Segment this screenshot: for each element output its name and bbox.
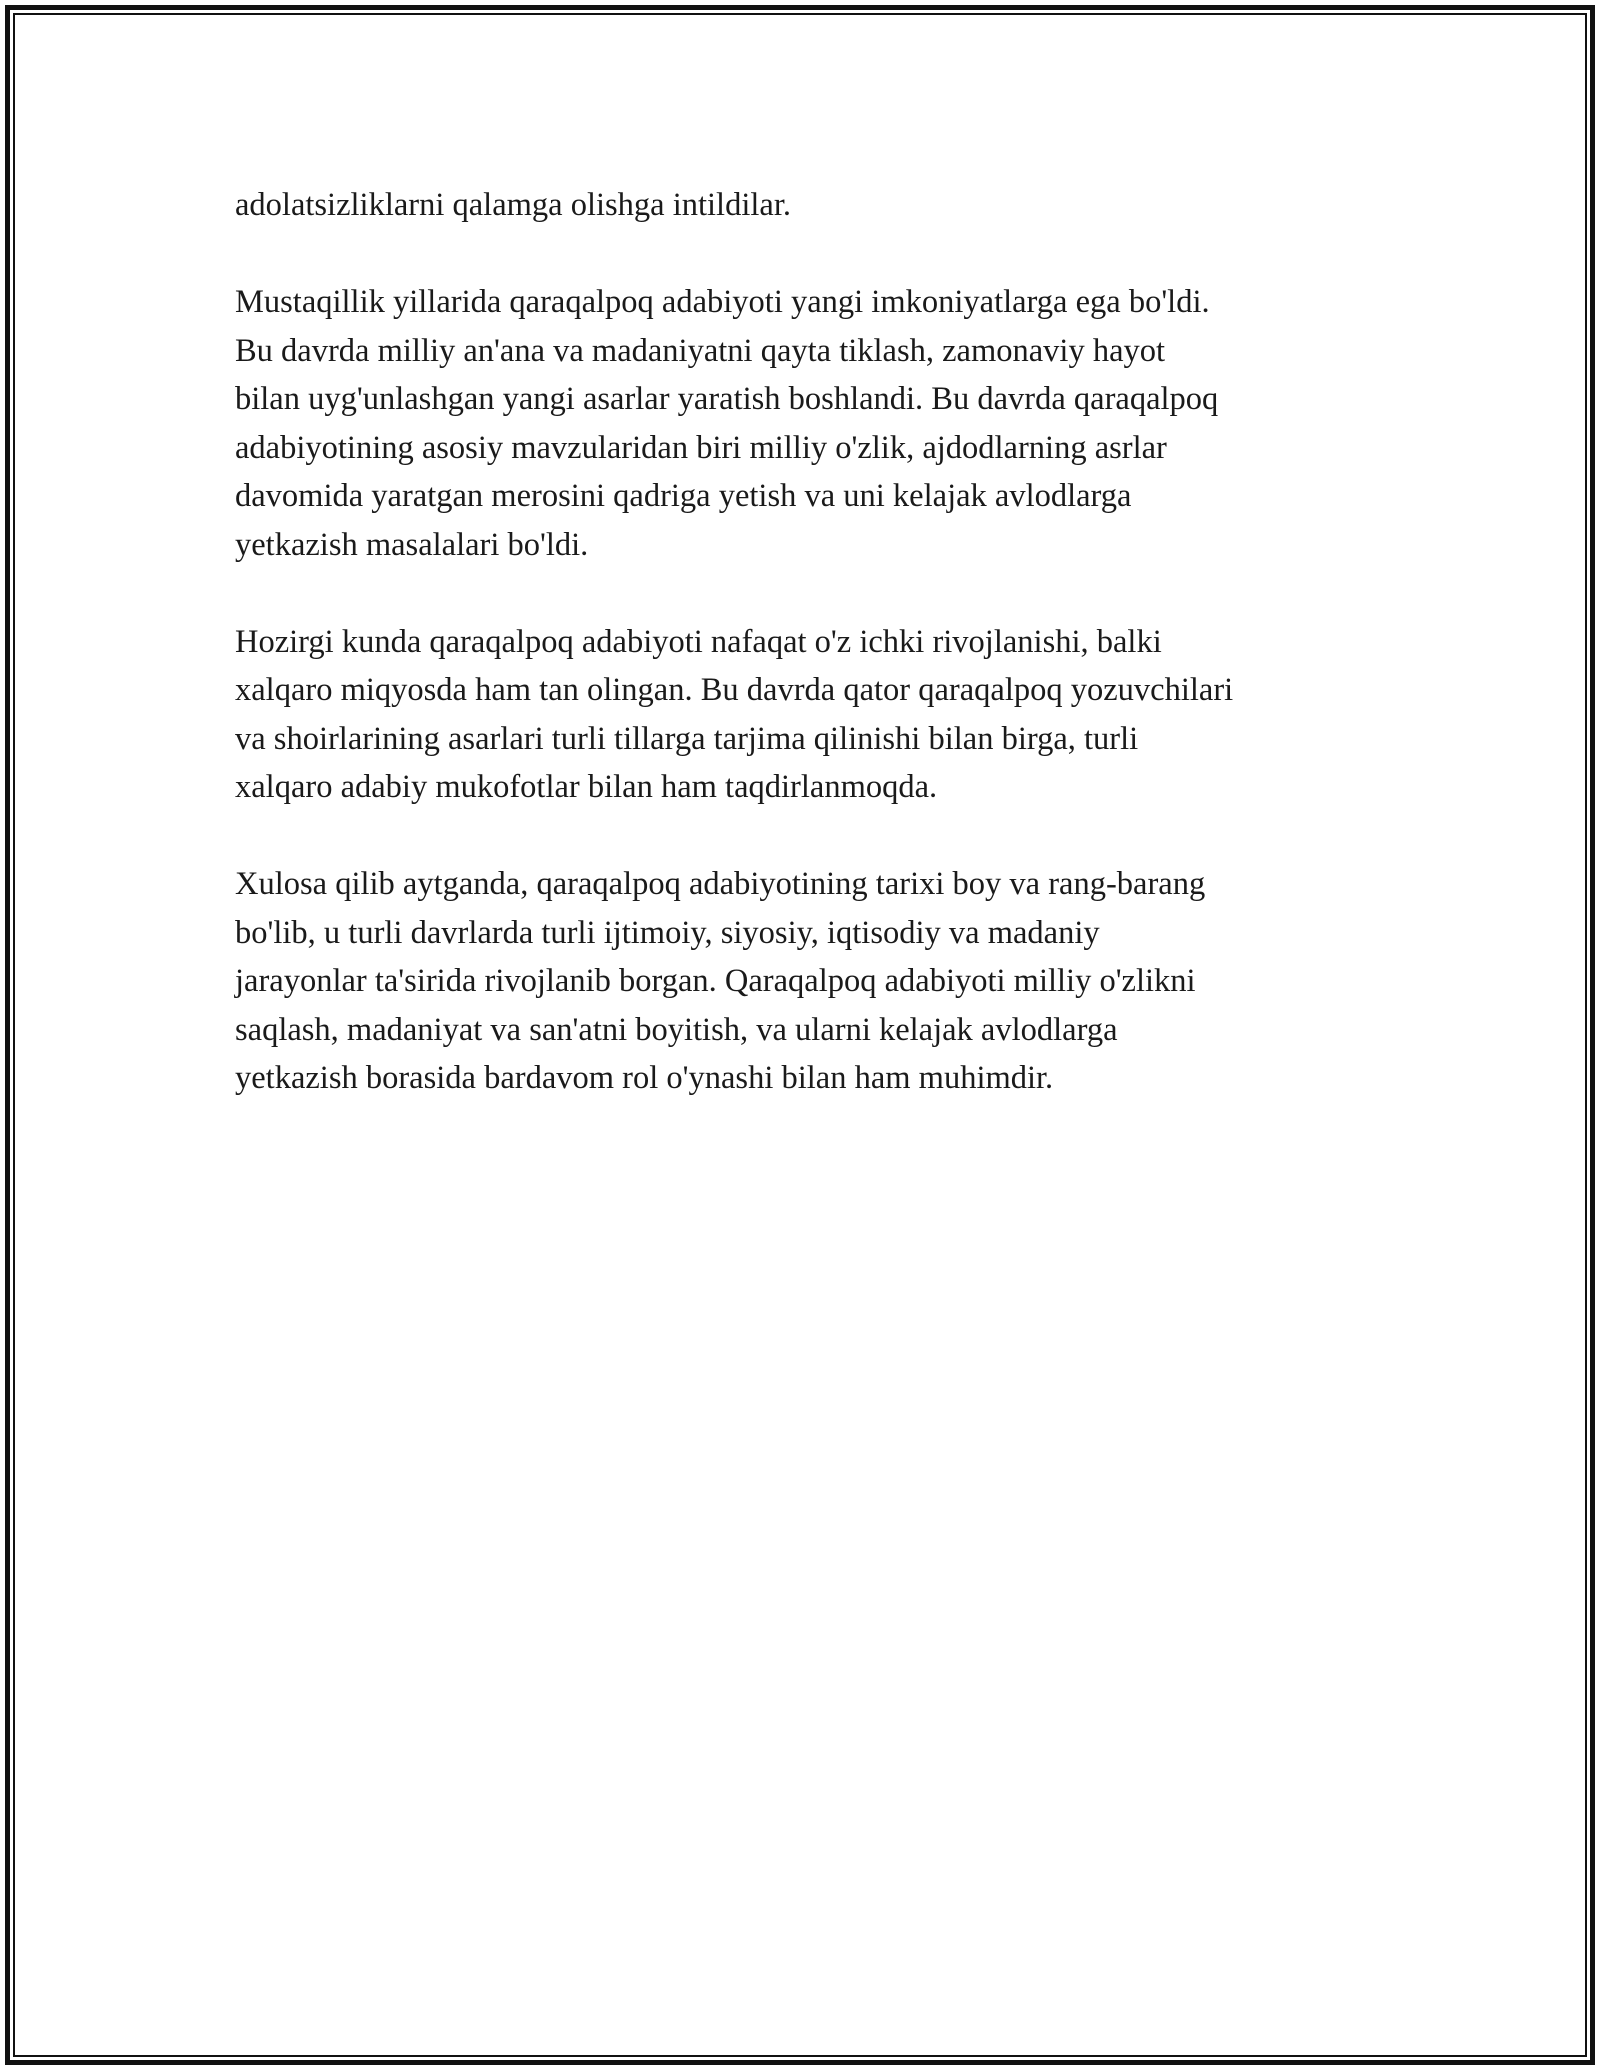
- text-line: saqlash, madaniyat va san'atni boyitish, va ularni kelajak avlodlarga: [235, 1011, 1118, 1048]
- paragraph-3: [235, 618, 1415, 812]
- text-line: adolatsizliklarni qalamga olishga intildilar.: [235, 187, 791, 223]
- paragraph-gap: [235, 230, 1415, 279]
- document-body: [235, 181, 1415, 1103]
- paragraph-2: [235, 278, 1415, 569]
- text-line: xalqaro miqyosda ham tan olingan. Bu davrda qator qaraqalpoq yozuvchilari: [235, 672, 1234, 708]
- text-line: Hozirgi kunda qaraqalpoq adabiyoti nafaqat o'z ichki rivojlanishi, balki: [235, 623, 1162, 660]
- paragraph-1: [235, 181, 1415, 230]
- text-line: jarayonlar ta'sirida rivojlanib borgan. Qaraqalpoq adabiyoti milliy o'zlikni: [235, 963, 1196, 999]
- text-line: bilan uyg'unlashgan yangi asarlar yaratish boshlandi. Bu davrda qaraqalpoq: [235, 381, 1219, 417]
- text-line: va shoirlarining asarlari turli tillarga tarjima qilinishi bilan birga, turli: [235, 720, 1139, 757]
- paragraph-gap: [235, 812, 1415, 861]
- text-line: Xulosa qilib aytganda, qaraqalpoq adabiyotining tarixi boy va rang-barang: [235, 866, 1206, 902]
- text-line: davomida yaratgan merosini qadriga yetish va uni kelajak avlodlarga: [235, 478, 1132, 514]
- text-line: adabiyotining asosiy mavzularidan biri milliy o'zlik, ajdodlarning asrlar: [235, 429, 1167, 466]
- text-line: Bu davrda milliy an'ana va madaniyatni qayta tiklash, zamonaviy hayot: [235, 332, 1166, 369]
- text-line: yetkazish borasida bardavom rol o'ynashi bilan ham muhimdir.: [235, 1060, 1054, 1096]
- text-line: bo'lib, u turli davrlarda turli ijtimoiy, siyosiy, iqtisodiy va madaniy: [235, 914, 1100, 951]
- text-line: xalqaro adabiy mukofotlar bilan ham taqdirlanmoqda.: [235, 769, 938, 805]
- paragraph-gap: [235, 569, 1415, 618]
- text-line: yetkazish masalalari bo'ldi.: [235, 526, 589, 563]
- text-line: Mustaqillik yillarida qaraqalpoq adabiyoti yangi imkoniyatlarga ega bo'ldi.: [235, 284, 1210, 320]
- paragraph-4: [235, 860, 1415, 1103]
